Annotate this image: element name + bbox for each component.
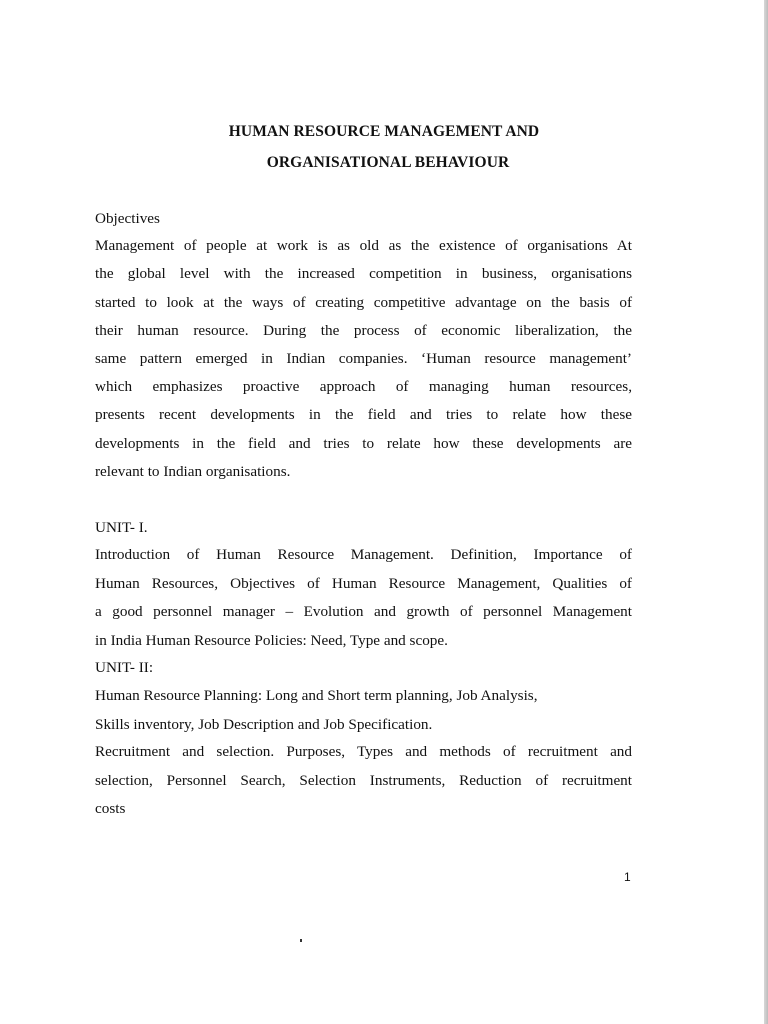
body-line: a good personnel manager – Evolution and growth of personnel Management	[95, 603, 632, 620]
body-line: in India Human Resource Policies: Need, Type and scope.	[95, 632, 448, 649]
body-line: developments in the field and tries to relate how these developments are	[95, 435, 632, 452]
body-line: Human Resource Planning: Long and Short term planning, Job Analysis,	[95, 687, 538, 704]
document-title-line-1: HUMAN RESOURCE MANAGEMENT AND	[228, 123, 540, 140]
body-line: Human Resources, Objectives of Human Resource Management, Qualities of	[95, 575, 632, 592]
body-line: Introduction of Human Resource Management. Definition, Importance of	[95, 546, 632, 563]
section-heading-objectives: Objectives	[95, 210, 160, 227]
scan-speck	[300, 939, 302, 942]
body-line: their human resource. During the process of economic liberalization, the	[95, 322, 632, 339]
body-line: costs	[95, 800, 126, 817]
document-title-line-2: ORGANISATIONAL BEHAVIOUR	[266, 154, 510, 171]
body-line: relevant to Indian organisations.	[95, 463, 291, 480]
body-line: same pattern emerged in Indian companies. ‘Human resource management’	[95, 350, 632, 367]
section-heading-unit-1: UNIT- I.	[95, 519, 148, 536]
body-line: Skills inventory, Job Description and Job Specification.	[95, 716, 433, 733]
body-line: Recruitment and selection. Purposes, Types and methods of recruitment and	[95, 743, 632, 760]
body-line: Management of people at work is as old as the existence of organisations At	[95, 237, 632, 254]
body-line: the global level with the increased competition in business, organisations	[95, 265, 632, 282]
body-line: started to look at the ways of creating competitive advantage on the basis of	[95, 294, 632, 311]
body-line: selection, Personnel Search, Selection Instruments, Reduction of recruitment	[95, 772, 632, 789]
body-line: which emphasizes proactive approach of managing human resources,	[95, 378, 632, 395]
page-number: 1	[624, 870, 631, 884]
body-line: presents recent developments in the field and tries to relate how these	[95, 406, 632, 423]
section-heading-unit-2: UNIT- II:	[95, 659, 154, 676]
